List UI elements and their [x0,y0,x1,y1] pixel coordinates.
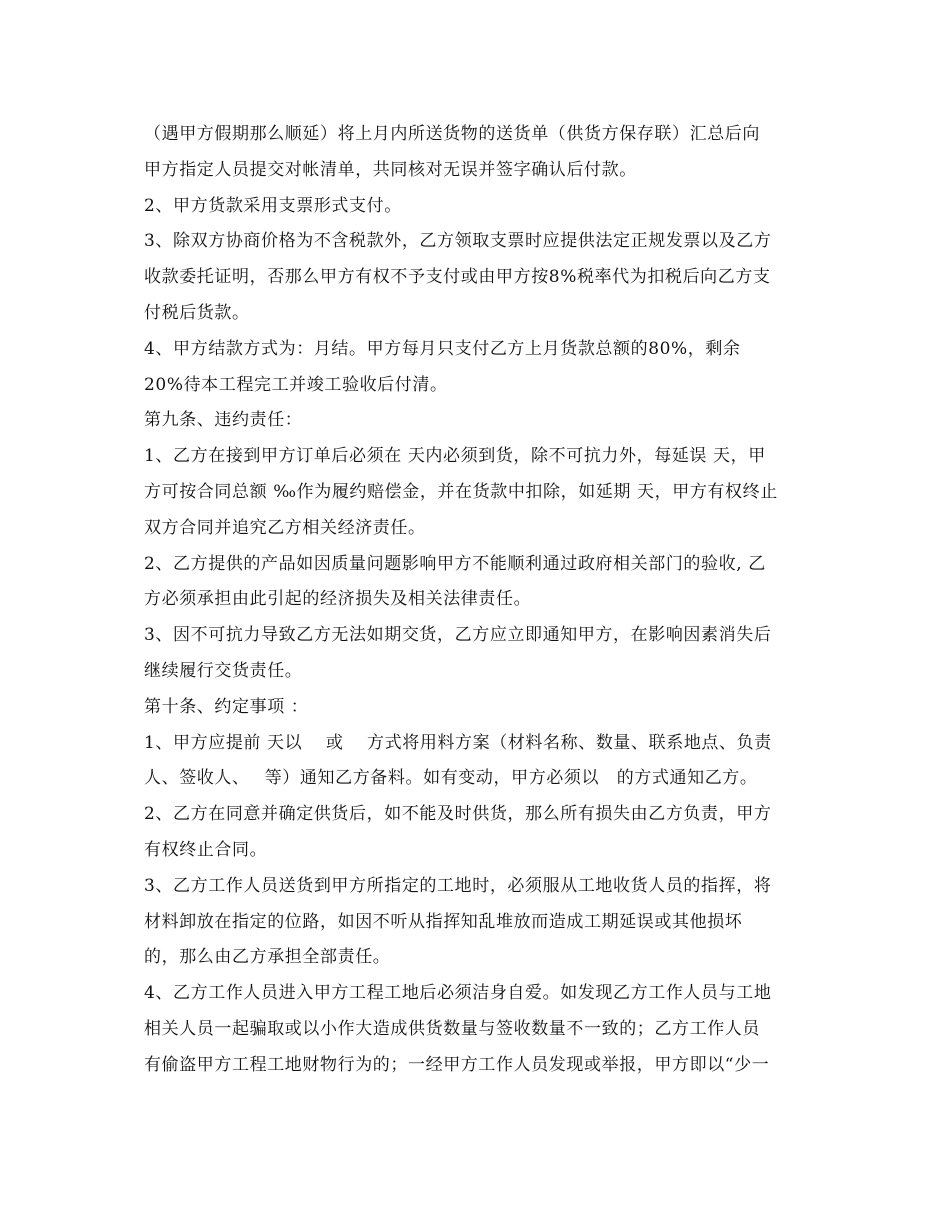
text-line: 的，那么由乙方承担全部责任。 [144,947,391,968]
text-line: 材料卸放在指定的位路，如因不听从指挥知乱堆放而造成工期延误或其他损坏 [144,911,743,932]
text-line: 3、因不可抗力导致乙方无法如期交货，乙方应立即通知甲方，在影响因素消失后 [144,625,772,646]
text-line: 20%待本工程完工并竣工验收后付清。 [144,374,448,395]
section-heading: 第十条、约定事项 ： [144,696,309,717]
section-heading: 第九条、违约责任： [144,410,303,431]
text-line: 4、乙方工作人员进入甲方工程工地后必须洁身自爱。如发现乙方工作人员与工地 [144,983,772,1004]
text-line: 付税后货款。 [144,302,250,323]
text-line: 人、签收人、 等）通知乙方备料。如有变动，甲方必须以 的方式通知乙方。 [144,768,758,789]
text-line: 有权终止合同。 [144,839,268,860]
text-line: 方必须承担由此引起的经济损失及相关法律责任。 [144,589,532,610]
text-line: 有偷盗甲方工程工地财物行为的；一经甲方工作人员发现或举报，甲方即以“少一 [144,1054,770,1075]
text-line: 1、乙方在接到甲方订单后必须在 天内必须到货，除不可抗力外，每延误 天，甲 [144,446,766,467]
text-line: （遇甲方假期那么顺延）将上月内所送货物的送货单（供货方保存联）汇总后向 [144,124,760,144]
text-line: 2、乙方在同意并确定供货后，如不能及时供货，那么所有损失由乙方负责，甲方 [144,804,772,825]
contract-body [144,117,824,1084]
text-line: 继续履行交货责任。 [144,660,303,681]
text-line: 3、乙方工作人员送货到甲方所指定的工地时，必须服从工地收货人员的指挥，将 [144,875,772,896]
text-line: 1、甲方应提前 天以 或 方式将用料方案（材料名称、数量、联系地点、负责 [144,732,772,753]
text-line: 方可按合同总额 ‰作为履约赔偿金，并在货款中扣除，如延期 天，甲方有权终止 [144,481,778,502]
text-line: 收款委托证明，否那么甲方有权不予支付或由甲方按8%税率代为扣税后向乙方支 [144,267,771,288]
text-line: 4、甲方结款方式为：月结。甲方每月只支付乙方上月货款总额的80%，剩余 [144,338,741,359]
text-line: 2、甲方货款采用支票形式支付。 [144,195,402,216]
text-line: 双方合同并追究乙方相关经济责任。 [144,517,426,538]
text-line: 2、乙方提供的产品如因质量问题影响甲方不能顺利通过政府相关部门的验收, 乙 [144,553,766,574]
text-line: 相关人员一起骗取或以小作大造成供货数量与签收数量不一致的；乙方工作人员 [144,1018,760,1039]
text-line: 3、除双方协商价格为不含税款外，乙方领取支票时应提供法定正规发票以及乙方 [144,231,772,252]
text-line: 甲方指定人员提交对帐清单，共同核对无误并签字确认后付款。 [144,159,637,180]
